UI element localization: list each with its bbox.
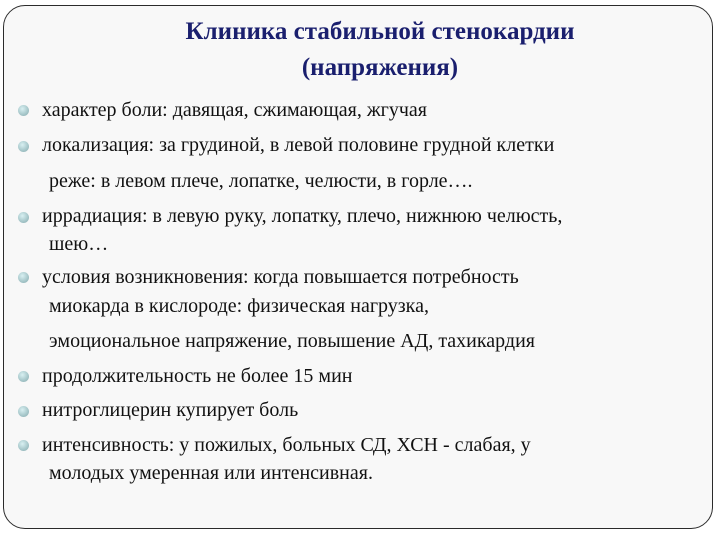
list-item-text: эмоциональное напряжение, повышение АД, тахикардия — [49, 330, 535, 352]
list-item-text: реже: в левом плече, лопатке, челюсти, в горле…. — [49, 170, 473, 192]
bullet-icon — [18, 371, 29, 382]
list-item-text: локализация: за грудиной, в левой половине грудной клетки — [42, 134, 555, 156]
slide-title: Клиника стабильной стенокардии — [185, 18, 575, 45]
list-item-text: характер боли: давящая, сжимающая, жгучая — [42, 99, 427, 121]
bullet-icon — [18, 141, 29, 152]
list-item-text: интенсивность: у пожилых, больных СД, ХСН - слабая, у — [42, 434, 531, 456]
list-item-text: миокарда в кислороде: физическая нагрузка, — [49, 295, 429, 317]
list-item-text: продолжительность не более 15 мин — [42, 365, 353, 387]
list-item-text: иррадиация: в левую руку, лопатку, плечо, нижнюю челюсть, — [42, 205, 563, 227]
list-item-text: молодых умеренная или интенсивная. — [49, 462, 373, 484]
list-item-text: нитроглицерин купирует боль — [42, 399, 299, 421]
bullet-icon — [18, 440, 29, 451]
slide-title-subtitle: (напряжения) — [301, 54, 459, 81]
list-item-text: шею… — [49, 233, 109, 255]
bullet-icon — [18, 105, 29, 116]
list-item-text: условия возникновения: когда повышается потребность — [42, 266, 519, 288]
bullet-icon — [18, 272, 29, 283]
bullet-icon — [18, 406, 29, 417]
bullet-icon — [18, 212, 29, 223]
